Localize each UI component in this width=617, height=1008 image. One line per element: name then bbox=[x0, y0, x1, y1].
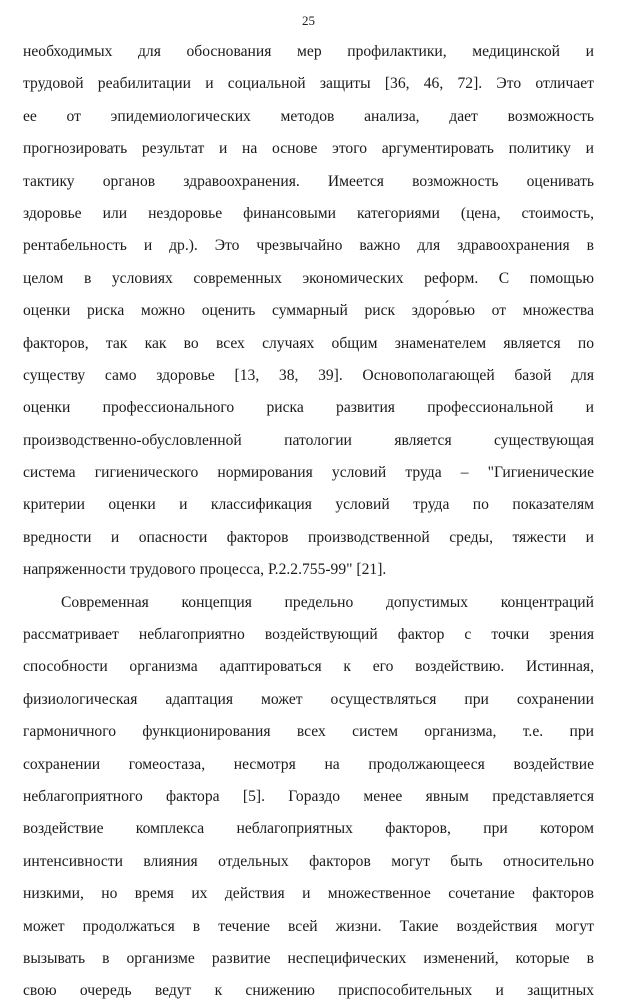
text-line: производственно-обусловленной патологии является существующая bbox=[23, 431, 594, 449]
text-line: трудовой реабилитации и социальной защиты [36, 46, 72]. Это отличает bbox=[23, 75, 594, 93]
text-line: факторов, так как во всех случаях общим знаменателем является по bbox=[23, 334, 594, 352]
text-line: вредности и опасности факторов производственной среды, тяжести и bbox=[23, 528, 594, 546]
text-line: оценки профессионального риска развития профессиональной и bbox=[23, 399, 594, 417]
text-line: может продолжаться в течение всей жизни. Такие воздействия могут bbox=[23, 917, 594, 935]
text-line: гармоничного функционирования всех систем организма, т.е. при bbox=[23, 723, 594, 741]
text-line: здоровье или нездоровье финансовыми категориями (цена, стоимость, bbox=[23, 204, 594, 222]
text-line: физиологическая адаптация может осуществляться при сохранении bbox=[23, 690, 594, 708]
text-line: интенсивности влияния отдельных факторов могут быть относительно bbox=[23, 852, 594, 870]
text-line: рассматривает неблагоприятно воздействующий фактор с точки зрения bbox=[23, 626, 594, 644]
body-text bbox=[23, 36, 594, 1008]
text-line: целом в условиях современных экономических реформ. С помощью bbox=[23, 269, 594, 287]
text-line: свою очередь ведут к снижению приспособительных и защитных bbox=[23, 982, 594, 1000]
text-line: прогнозировать результат и на основе этого аргументировать политику и bbox=[23, 140, 594, 158]
text-line: Современная концепция предельно допустимых концентраций bbox=[61, 593, 594, 611]
text-line: система гигиенического нормирования условий труда – "Гигиенические bbox=[23, 464, 594, 482]
paragraph-2 bbox=[23, 587, 594, 1008]
page-number: 25 bbox=[302, 13, 315, 28]
text-line: способности организма адаптироваться к его воздействию. Истинная, bbox=[23, 658, 594, 676]
text-line: существу само здоровье [13, 38, 39]. Основополагающей базой для bbox=[23, 366, 594, 384]
text-line: рентабельность и др.). Это чрезвычайно важно для здравоохранения в bbox=[23, 237, 594, 255]
text-line: тактику органов здравоохранения. Имеется возможность оценивать bbox=[23, 172, 594, 190]
text-line: необходимых для обоснования мер профилактики, медицинской и bbox=[23, 43, 594, 60]
text-line: неблагоприятного фактора [5]. Гораздо менее явным представляется bbox=[23, 787, 594, 805]
paragraph-1 bbox=[23, 36, 594, 587]
text-line: критерии оценки и классификация условий труда по показателям bbox=[23, 496, 594, 514]
text-line: низкими, но время их действия и множественное сочетание факторов bbox=[23, 885, 594, 903]
text-line: воздействие комплекса неблагоприятных факторов, при котором bbox=[23, 820, 594, 838]
text-line: оценки риска можно оценить суммарный риск здоро́вью от множества bbox=[23, 302, 594, 320]
text-line: напряженности трудового процесса, Р.2.2.755-99" [21]. bbox=[23, 561, 387, 579]
text-line: ее от эпидемиологических методов анализа, дает возможность bbox=[23, 107, 594, 125]
text-line: сохранении гомеостаза, несмотря на продолжающееся воздействие bbox=[23, 755, 594, 773]
text-line: вызывать в организме развитие неспецифических изменений, которые в bbox=[23, 949, 594, 967]
